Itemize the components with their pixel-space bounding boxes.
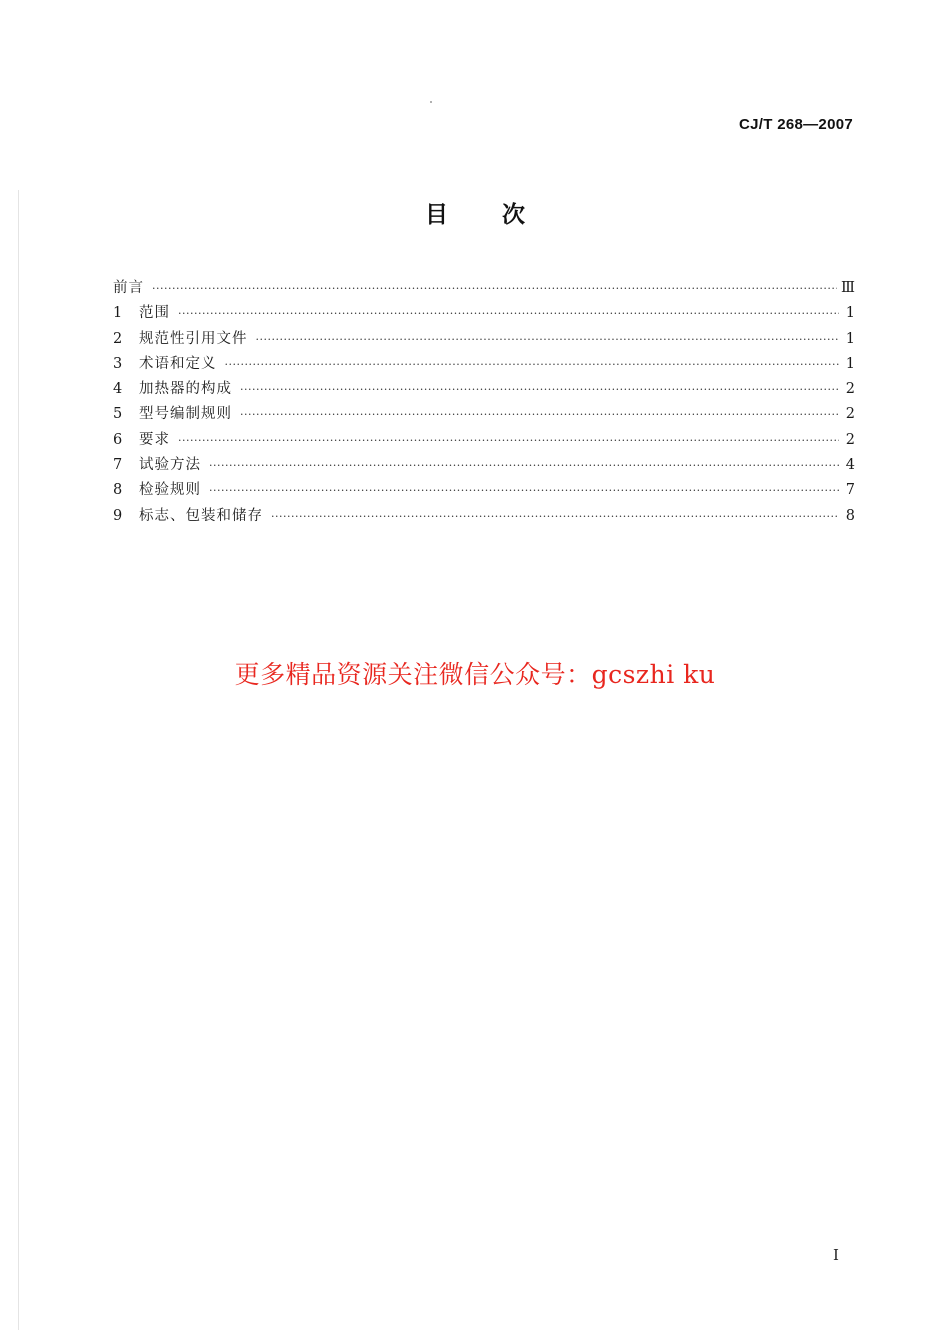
toc-leader-dots bbox=[178, 301, 839, 326]
page-number: I bbox=[833, 1246, 839, 1264]
toc-entry-test-methods[interactable] bbox=[113, 453, 855, 478]
toc-entry-page: 2 bbox=[845, 431, 855, 448]
toc-entry-number: 5 bbox=[113, 406, 123, 423]
toc-entry-scope[interactable] bbox=[113, 301, 855, 326]
toc-entry-label: 试验方法 bbox=[139, 457, 201, 474]
toc-entry-number: 8 bbox=[113, 482, 123, 499]
toc-leader-dots bbox=[256, 327, 840, 352]
toc-entry-label: 术语和定义 bbox=[139, 355, 217, 372]
toc-entry-label: 前言 bbox=[113, 280, 144, 296]
toc-entry-number: 9 bbox=[113, 507, 123, 524]
scan-edge-line bbox=[18, 190, 19, 1330]
scan-speck bbox=[430, 101, 432, 103]
toc-leader-dots bbox=[209, 453, 839, 478]
toc-leader-dots bbox=[240, 402, 839, 427]
toc-entry-heater-composition[interactable] bbox=[113, 377, 855, 402]
toc-entry-label: 规范性引用文件 bbox=[139, 330, 248, 347]
standard-code: CJ/T 268—2007 bbox=[739, 116, 853, 133]
toc-entry-page: 7 bbox=[845, 482, 855, 499]
toc-entry-page: 2 bbox=[845, 406, 855, 423]
toc-leader-dots bbox=[240, 377, 839, 402]
toc-leader-dots bbox=[225, 352, 840, 377]
toc-entry-page: 1 bbox=[845, 305, 855, 322]
toc-entry-number: 4 bbox=[113, 381, 123, 398]
toc-leader-dots bbox=[271, 504, 839, 529]
toc-entry-number: 1 bbox=[113, 305, 123, 322]
toc-leader-dots bbox=[152, 276, 837, 301]
toc-entry-model-rules[interactable] bbox=[113, 402, 855, 427]
toc-list bbox=[113, 276, 855, 529]
toc-entry-inspection-rules[interactable] bbox=[113, 478, 855, 503]
toc-entry-marking-packaging[interactable] bbox=[113, 504, 855, 529]
toc-entry-number: 7 bbox=[113, 457, 123, 474]
toc-entry-terms[interactable] bbox=[113, 352, 855, 377]
toc-entry-normative-references[interactable] bbox=[113, 327, 855, 352]
toc-entry-label: 检验规则 bbox=[139, 482, 201, 499]
toc-entry-number: 6 bbox=[113, 431, 123, 448]
toc-entry-label: 范围 bbox=[139, 305, 170, 322]
toc-entry-number: 3 bbox=[113, 355, 123, 372]
toc-entry-label: 加热器的构成 bbox=[139, 381, 232, 398]
promo-watermark-text: 更多精品资源关注微信公众号：gcszhi ku bbox=[234, 660, 716, 689]
toc-entry-page: 1 bbox=[845, 355, 855, 372]
toc-entry-page: 1 bbox=[845, 330, 855, 347]
toc-entry-requirements[interactable] bbox=[113, 428, 855, 453]
toc-entry-preface[interactable] bbox=[113, 276, 855, 301]
toc-entry-number: 2 bbox=[113, 330, 123, 347]
toc-entry-page: 8 bbox=[845, 507, 855, 524]
toc-entry-page: 2 bbox=[845, 381, 855, 398]
toc-leader-dots bbox=[178, 428, 839, 453]
toc-entry-page: 4 bbox=[845, 457, 855, 474]
toc-entry-page: Ⅲ bbox=[841, 280, 855, 296]
toc-entry-label: 要求 bbox=[139, 431, 170, 448]
toc-entry-label: 标志、包装和储存 bbox=[139, 507, 263, 524]
toc-entry-label: 型号编制规则 bbox=[139, 406, 232, 423]
toc-leader-dots bbox=[209, 478, 839, 503]
toc-title: 目次 bbox=[425, 202, 579, 228]
